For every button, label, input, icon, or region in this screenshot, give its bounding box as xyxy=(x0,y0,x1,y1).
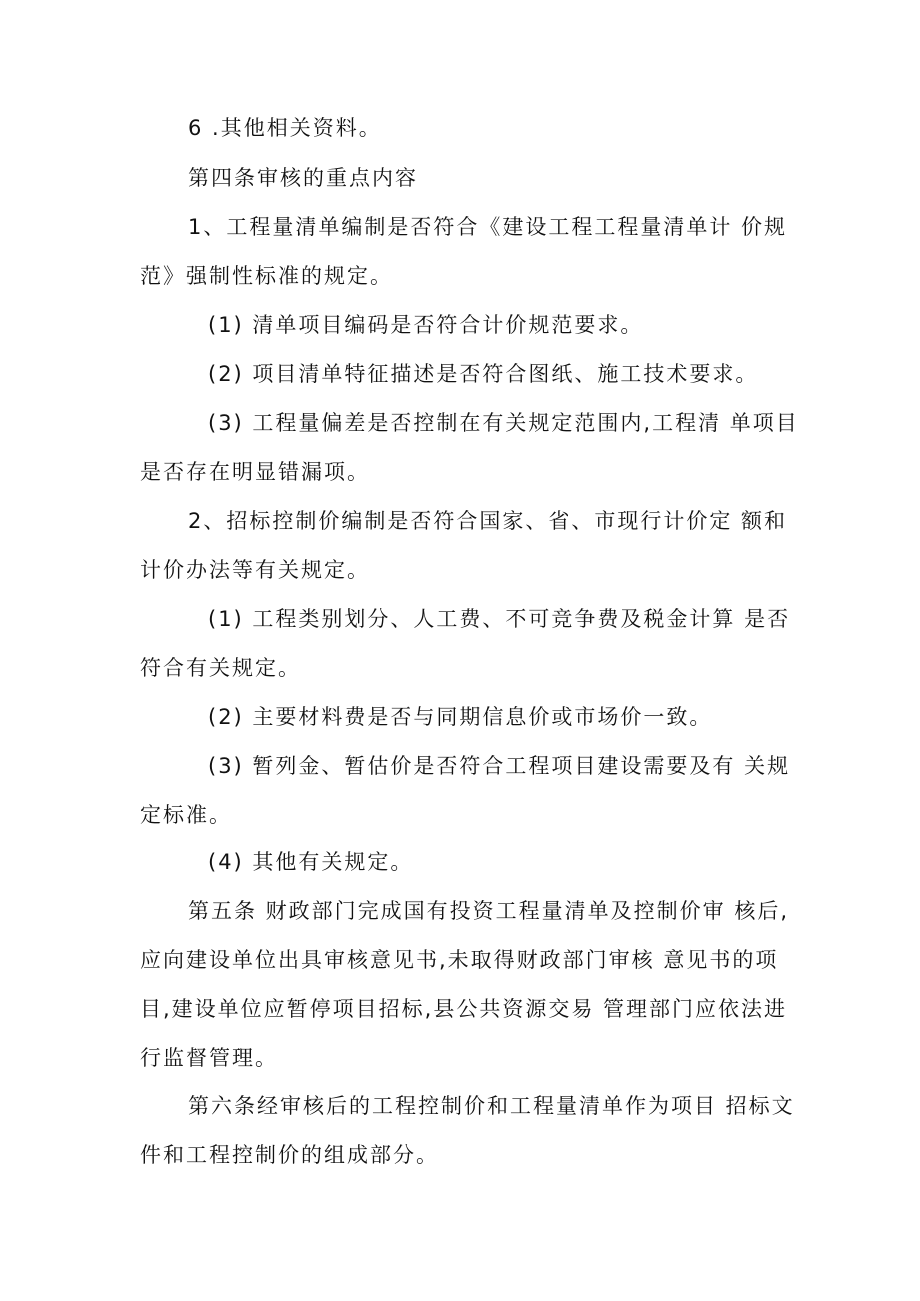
paragraph-point-2-2: (2) 主要材料费是否与同期信息价或市场价一致。 xyxy=(208,705,713,729)
paragraph-article-6: 第六条经审核后的工程控制价和工程量清单作为项目 招标文件和工程控制价的组成部分。 xyxy=(140,1094,795,1167)
paragraph-point-1: 1、工程量清单编制是否符合《建设工程工程量清单计 价规范》强制性标准的规定。 xyxy=(140,215,788,288)
paragraph-article-4-heading: 第四条审核的重点内容 xyxy=(188,166,418,190)
paragraph-item-6: 6 .其他相关资料。 xyxy=(188,116,382,140)
paragraph-point-1-3: (3) 工程量偏差是否控制在有关规定范围内,工程清 单项目是否存在明显错漏项。 xyxy=(140,411,799,484)
paragraph-point-1-2: (2) 项目清单特征描述是否符合图纸、施工技术要求。 xyxy=(208,362,759,386)
paragraph-point-2: 2、招标控制价编制是否符合国家、省、市现行计价定 额和计价办法等有关规定。 xyxy=(140,509,788,582)
paragraph-point-2-3: (3) 暂列金、暂估价是否符合工程项目建设需要及有 关规定标准。 xyxy=(140,754,791,827)
paragraph-point-2-4: (4) 其他有关规定。 xyxy=(208,850,414,874)
paragraph-point-2-1: (1) 工程类别划分、人工费、不可竞争费及税金计算 是否符合有关规定。 xyxy=(140,607,791,680)
paragraph-article-5: 第五条 财政部门完成国有投资工程量清单及控制价审 核后,应向建设单位出具审核意见书,未取得财政部门审核 意见书的项目,建设单位应暂停项目招标,县公共资源交易 管理部门应依法进行监督管理。 xyxy=(140,899,790,1070)
paragraph-point-1-1: (1) 清单项目编码是否符合计价规范要求。 xyxy=(208,313,644,337)
